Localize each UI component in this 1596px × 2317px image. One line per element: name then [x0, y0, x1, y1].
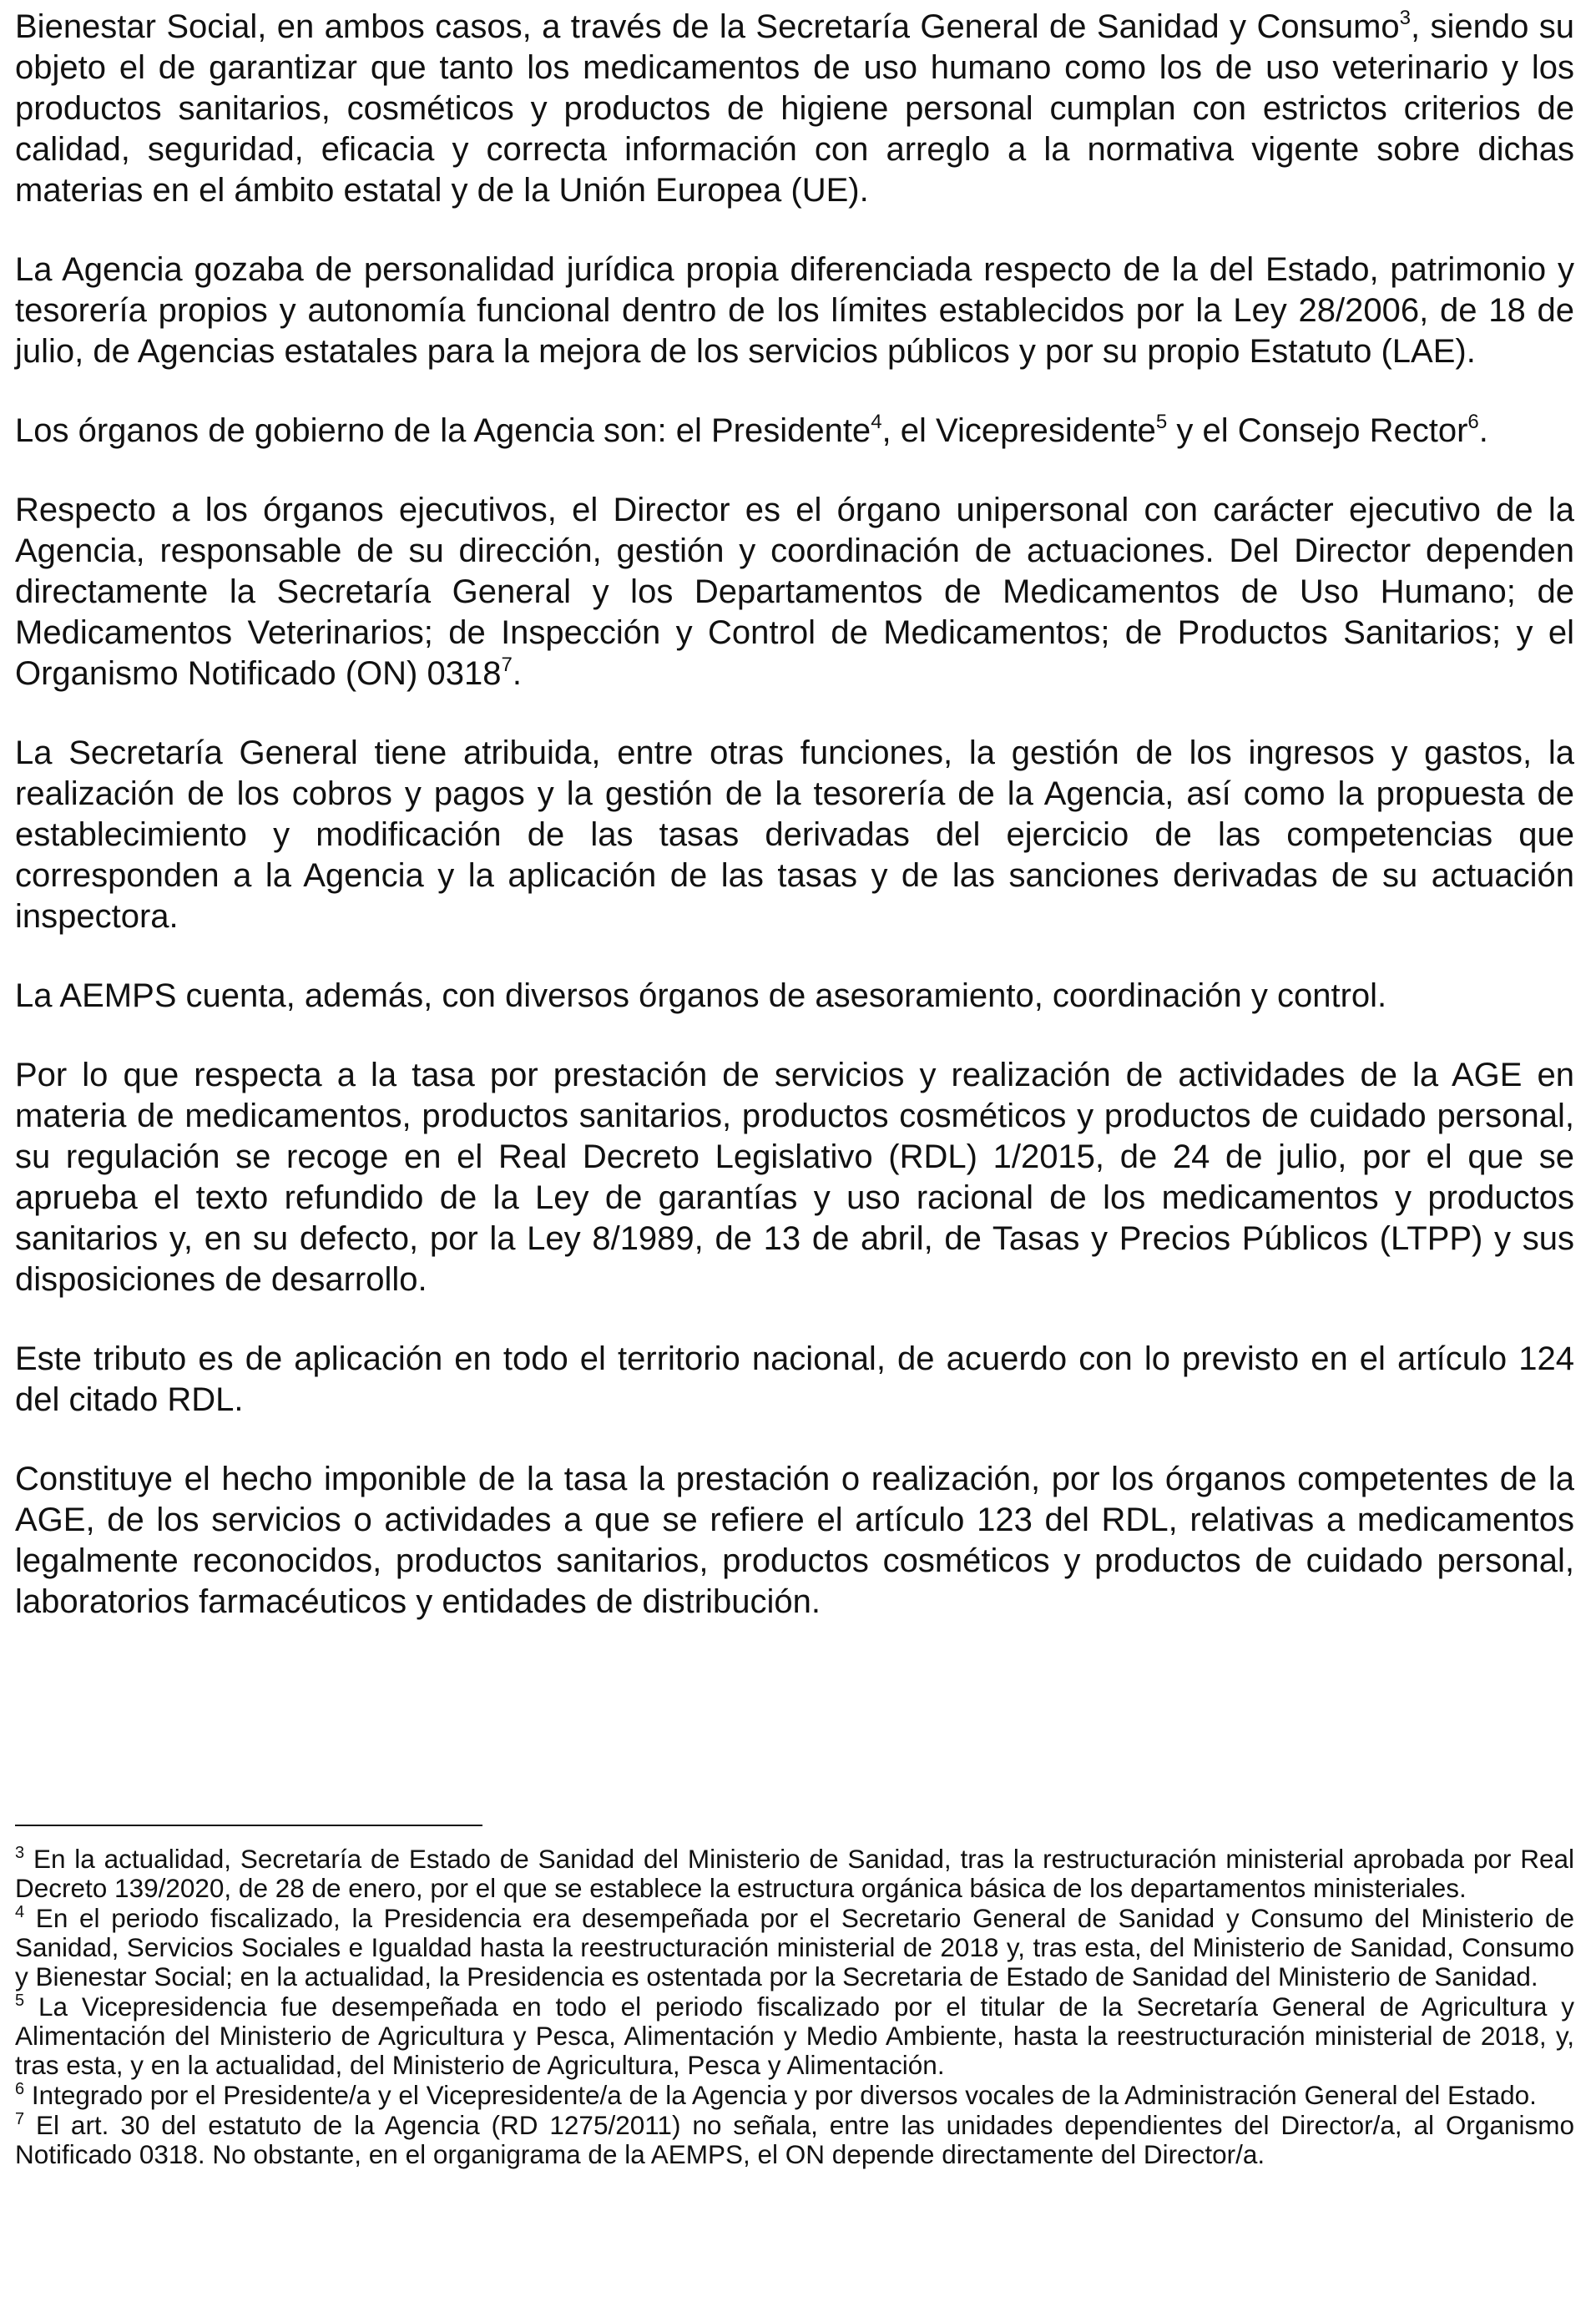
footnotes-section	[15, 1825, 1574, 2170]
paragraph-text: La Agencia gozaba de personalidad jurídica propia diferenciada respecto de la del Estado, patrimonio y tesorería propios y autonomía funcional dentro de los límites establecidos por la Ley 28/2006, de 18 de julio, de Agencias estatales para la mejora de los servicios públicos y por su propio Estatuto (LAE).	[15, 251, 1574, 370]
footnote-text: Integrado por el Presidente/a y el Vicepresidente/a de la Agencia y por diversos vocales de la Administración General del Estado.	[24, 2080, 1537, 2110]
paragraph	[15, 490, 1574, 694]
paragraph-text: .	[1478, 412, 1488, 449]
footnote-ref-5: 5	[1155, 411, 1168, 433]
paragraph	[15, 250, 1574, 372]
paragraph-text: , el Vicepresidente	[881, 412, 1156, 449]
paragraph-text: Bienestar Social, en ambos casos, a través de la Secretaría General de Sanidad y Consumo	[15, 8, 1400, 45]
footnote-ref-4: 4	[871, 411, 882, 433]
paragraph-text: , siendo su objeto el de garantizar que tanto los medicamentos de uso humano como los de uso veterinario y los productos sanitarios, cosméticos y productos de higiene personal cumplan con estrictos criterios de calidad, seguridad, eficacia y correcta información con arreglo a la normativa vigente sobre dichas materias en el ámbito estatal y de la Unión Europea (UE).	[15, 8, 1574, 209]
footnote-number: 5	[15, 1991, 25, 2010]
paragraph-text: Respecto a los órganos ejecutivos, el Director es el órgano unipersonal con carácter ejecutivo de la Agencia, responsable de su dirección, gestión y coordinación de actuaciones. Del Director dependen directamente la Secretaría General y los Departamentos de Medicamentos de Uso Humano; de Medicamentos Veterinarios; de Inspección y Control de Medicamentos; de Productos Sanitarios; y el Organismo Notificado (ON) 0318	[15, 492, 1574, 692]
paragraph-text: Por lo que respecta a la tasa por prestación de servicios y realización de actividades de la AGE en materia de medicamentos, productos sanitarios, productos cosméticos y productos de cuidado personal, su regulación se recoge en el Real Decreto Legislativo (RDL) 1/2015, de 24 de julio, por el que se aprueba el texto refundido de la Ley de garantías y uso racional de los medicamentos y productos sanitarios y, en su defecto, por la Ley 8/1989, de 13 de abril, de Tasas y Precios Públicos (LTPP) y sus disposiciones de desarrollo.	[15, 1057, 1574, 1298]
footnote-6	[15, 2081, 1574, 2110]
footnote-7	[15, 2111, 1574, 2169]
paragraph	[15, 1055, 1574, 1300]
footnote-number: 7	[15, 2110, 25, 2128]
paragraph-text: y el Consejo Rector	[1167, 412, 1468, 449]
footnote-4	[15, 1904, 1574, 1991]
paragraph	[15, 976, 1574, 1017]
paragraph-text: Constituye el hecho imponible de la tasa la prestación o realización, por los órganos competentes de la AGE, de los servicios o actividades a que se refiere el artículo 123 del RDL, relativas a medicamentos legalmente reconocidos, productos sanitarios, productos cosméticos y productos de cuidado personal, laboratorios farmacéuticos y entidades de distribución.	[15, 1461, 1574, 1620]
footnote-ref-3: 3	[1399, 7, 1411, 29]
footnote-text: La Vicepresidencia fue desempeñada en todo el periodo fiscalizado por el titular de la Secretaría General de Agricultura y Alimentación del Ministerio de Agricultura y Pesca, Alimentación y Medio Ambiente, hasta la reestructuración ministerial de 2018, y, tras esta, y en la actualidad, del Ministerio de Agricultura, Pesca y Alimentación.	[15, 1991, 1574, 2080]
paragraph	[15, 7, 1574, 211]
footnote-separator	[15, 1825, 482, 1826]
footnote-number: 6	[15, 2080, 25, 2098]
paragraph-text: Los órganos de gobierno de la Agencia son: el Presidente	[15, 412, 871, 449]
paragraph	[15, 411, 1574, 452]
footnote-ref-7: 7	[501, 654, 513, 676]
paragraph-text: La Secretaría General tiene atribuida, entre otras funciones, la gestión de los ingresos y gastos, la realización de los cobros y pagos y la gestión de la tesorería de la Agencia, así como la propuesta de establecimiento y modificación de las tasas derivadas del ejercicio de las competencias que corresponden a la Agencia y la aplicación de las tasas y de las sanciones derivadas de su actuación inspectora.	[15, 734, 1574, 935]
footnote-5	[15, 1992, 1574, 2080]
footnote-number: 4	[15, 1903, 25, 1921]
paragraph	[15, 1339, 1574, 1421]
footnote-text: En el periodo fiscalizado, la Presidencia era desempeñada por el Secretario General de Sanidad y Consumo del Ministerio de Sanidad, Servicios Sociales e Igualdad hasta la reestructuración ministerial de 2018 y, tras esta, del Ministerio de Sanidad, Consumo y Bienestar Social; en la actualidad, la Presidencia es ostentada por la Secretaria de Estado de Sanidad del Ministerio de Sanidad.	[15, 1903, 1574, 1991]
footnote-text: El art. 30 del estatuto de la Agencia (RD 1275/2011) no señala, entre las unidades dependientes del Director/a, al Organismo Notificado 0318. No obstante, en el organigrama de la AEMPS, el ON depende directamente del Director/a.	[15, 2110, 1574, 2169]
footnote-ref-6: 6	[1467, 411, 1479, 433]
footnote-3	[15, 1845, 1574, 1903]
paragraph-text: Este tributo es de aplicación en todo el territorio nacional, de acuerdo con lo previsto en el artículo 124 del citado RDL.	[15, 1340, 1574, 1418]
paragraph-text: La AEMPS cuenta, además, con diversos órganos de asesoramiento, coordinación y control.	[15, 977, 1387, 1014]
footnote-number: 3	[15, 1844, 25, 1862]
paragraph-text: .	[512, 655, 522, 692]
footnote-text: En la actualidad, Secretaría de Estado de Sanidad del Ministerio de Sanidad, tras la restructuración ministerial aprobada por Real Decreto 139/2020, de 28 de enero, por el que se establece la estructura orgánica básica de los departamentos ministeriales.	[15, 1844, 1574, 1903]
paragraph	[15, 733, 1574, 937]
document-body	[15, 7, 1574, 1623]
paragraph	[15, 1459, 1574, 1623]
